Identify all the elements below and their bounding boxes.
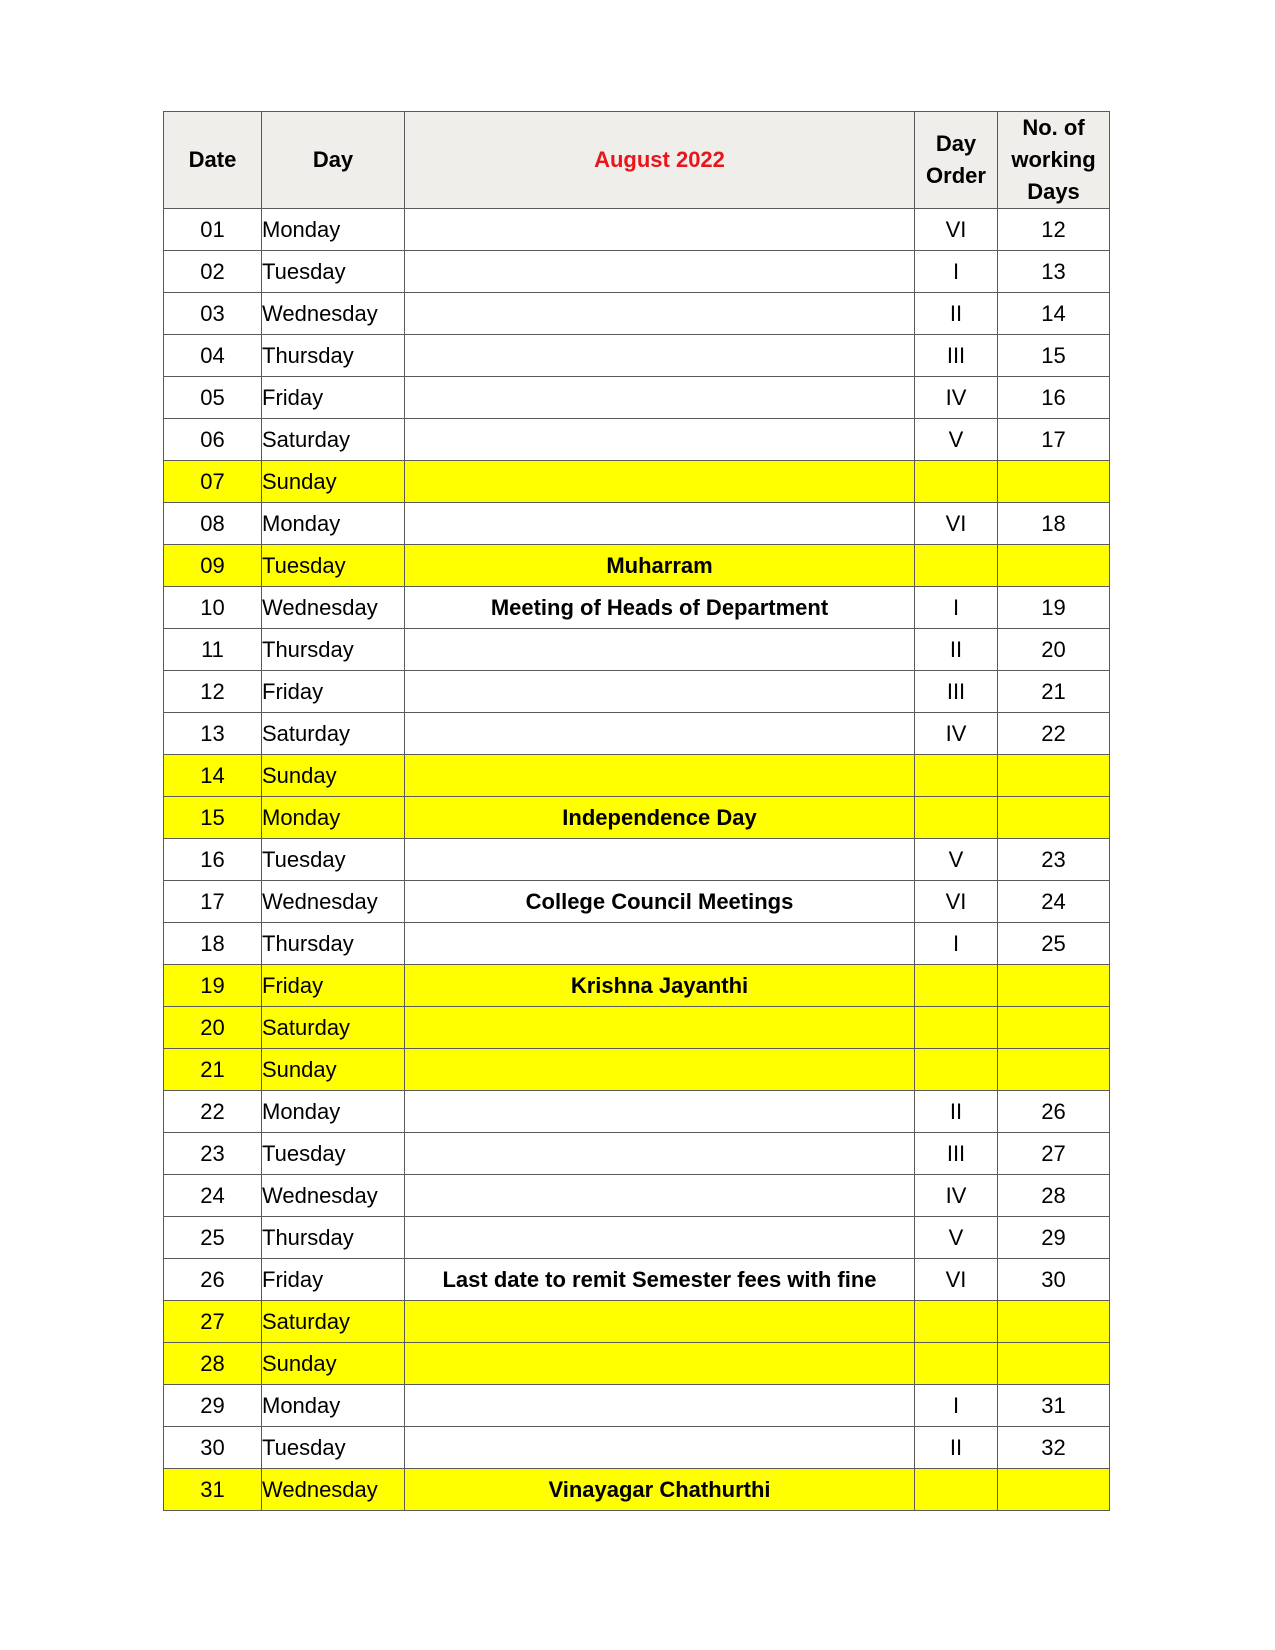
row-date: 09 <box>164 545 262 587</box>
header-month-title: August 2022 <box>405 112 915 209</box>
row-event <box>405 713 915 755</box>
calendar-row <box>164 251 1110 293</box>
row-working-day-count <box>998 1049 1110 1091</box>
calendar-row <box>164 671 1110 713</box>
row-date: 05 <box>164 377 262 419</box>
row-working-day-count: 20 <box>998 629 1110 671</box>
row-day: Monday <box>262 1385 405 1427</box>
row-event <box>405 1007 915 1049</box>
row-event: Independence Day <box>405 797 915 839</box>
row-event <box>405 1091 915 1133</box>
row-event <box>405 209 915 251</box>
calendar-row <box>164 461 1110 503</box>
row-event <box>405 293 915 335</box>
row-working-day-count <box>998 1343 1110 1385</box>
row-date: 17 <box>164 881 262 923</box>
calendar-row <box>164 1049 1110 1091</box>
row-date: 27 <box>164 1301 262 1343</box>
row-working-day-count: 13 <box>998 251 1110 293</box>
row-event <box>405 461 915 503</box>
row-working-day-count: 12 <box>998 209 1110 251</box>
row-day: Monday <box>262 1091 405 1133</box>
row-date: 16 <box>164 839 262 881</box>
row-day-order <box>915 755 998 797</box>
row-date: 11 <box>164 629 262 671</box>
row-event <box>405 419 915 461</box>
row-event: College Council Meetings <box>405 881 915 923</box>
row-day: Tuesday <box>262 1427 405 1469</box>
row-day: Wednesday <box>262 881 405 923</box>
row-working-day-count: 24 <box>998 881 1110 923</box>
row-day: Wednesday <box>262 293 405 335</box>
calendar-row <box>164 1259 1110 1301</box>
row-day-order <box>915 1049 998 1091</box>
row-event <box>405 251 915 293</box>
row-day: Friday <box>262 377 405 419</box>
row-day-order: VI <box>915 209 998 251</box>
row-event <box>405 1049 915 1091</box>
row-day-order <box>915 1343 998 1385</box>
row-day-order <box>915 797 998 839</box>
row-working-day-count: 15 <box>998 335 1110 377</box>
row-event <box>405 755 915 797</box>
row-date: 25 <box>164 1217 262 1259</box>
calendar-row <box>164 1175 1110 1217</box>
row-day-order: I <box>915 1385 998 1427</box>
row-working-day-count <box>998 965 1110 1007</box>
header-date: Date <box>164 112 262 209</box>
row-day: Saturday <box>262 713 405 755</box>
row-day-order: II <box>915 1091 998 1133</box>
row-working-day-count: 25 <box>998 923 1110 965</box>
row-working-day-count: 23 <box>998 839 1110 881</box>
row-day-order: VI <box>915 881 998 923</box>
row-event <box>405 629 915 671</box>
row-event: Last date to remit Semester fees with fine <box>405 1259 915 1301</box>
calendar-row <box>164 1007 1110 1049</box>
calendar-row <box>164 1469 1110 1511</box>
row-event <box>405 1175 915 1217</box>
row-working-day-count: 29 <box>998 1217 1110 1259</box>
row-date: 02 <box>164 251 262 293</box>
row-working-day-count: 16 <box>998 377 1110 419</box>
row-event <box>405 377 915 419</box>
row-day: Thursday <box>262 923 405 965</box>
row-date: 22 <box>164 1091 262 1133</box>
row-event <box>405 1343 915 1385</box>
row-event <box>405 1133 915 1175</box>
row-day-order: V <box>915 839 998 881</box>
calendar-row <box>164 377 1110 419</box>
row-day: Sunday <box>262 755 405 797</box>
row-working-day-count <box>998 461 1110 503</box>
row-date: 03 <box>164 293 262 335</box>
row-date: 15 <box>164 797 262 839</box>
row-event <box>405 335 915 377</box>
calendar-row <box>164 1301 1110 1343</box>
row-date: 12 <box>164 671 262 713</box>
row-day: Tuesday <box>262 839 405 881</box>
calendar-row <box>164 1133 1110 1175</box>
calendar-row <box>164 1427 1110 1469</box>
row-working-day-count <box>998 545 1110 587</box>
row-day-order: IV <box>915 377 998 419</box>
row-day: Thursday <box>262 629 405 671</box>
row-working-day-count: 19 <box>998 587 1110 629</box>
row-day: Wednesday <box>262 1175 405 1217</box>
row-day-order: I <box>915 923 998 965</box>
row-day-order <box>915 1301 998 1343</box>
row-event <box>405 1427 915 1469</box>
row-event: Krishna Jayanthi <box>405 965 915 1007</box>
row-event: Meeting of Heads of Department <box>405 587 915 629</box>
row-day: Sunday <box>262 1049 405 1091</box>
academic-calendar-table <box>163 111 1110 1511</box>
row-day: Sunday <box>262 1343 405 1385</box>
row-day-order <box>915 461 998 503</box>
row-day-order: VI <box>915 503 998 545</box>
calendar-row <box>164 209 1110 251</box>
row-day: Tuesday <box>262 251 405 293</box>
calendar-row <box>164 713 1110 755</box>
row-event: Muharram <box>405 545 915 587</box>
row-date: 31 <box>164 1469 262 1511</box>
row-event: Vinayagar Chathurthi <box>405 1469 915 1511</box>
row-event <box>405 923 915 965</box>
header-day-order-label: Day Order <box>926 131 986 188</box>
row-date: 10 <box>164 587 262 629</box>
calendar-row <box>164 1217 1110 1259</box>
row-day-order: II <box>915 629 998 671</box>
row-day-order <box>915 545 998 587</box>
row-day-order: V <box>915 1217 998 1259</box>
row-date: 20 <box>164 1007 262 1049</box>
calendar-row <box>164 1343 1110 1385</box>
row-day-order: II <box>915 293 998 335</box>
row-day: Monday <box>262 503 405 545</box>
row-event <box>405 671 915 713</box>
row-day: Friday <box>262 965 405 1007</box>
row-event <box>405 1385 915 1427</box>
row-date: 29 <box>164 1385 262 1427</box>
calendar-row <box>164 755 1110 797</box>
row-date: 04 <box>164 335 262 377</box>
row-day: Wednesday <box>262 1469 405 1511</box>
row-day-order <box>915 1469 998 1511</box>
row-day-order: III <box>915 671 998 713</box>
row-date: 13 <box>164 713 262 755</box>
calendar-row <box>164 839 1110 881</box>
row-date: 08 <box>164 503 262 545</box>
row-date: 07 <box>164 461 262 503</box>
row-day-order <box>915 965 998 1007</box>
row-working-day-count: 30 <box>998 1259 1110 1301</box>
row-day-order: IV <box>915 713 998 755</box>
row-working-day-count: 26 <box>998 1091 1110 1133</box>
header-working-days-label: No. of working Days <box>1011 115 1096 204</box>
row-working-day-count: 22 <box>998 713 1110 755</box>
row-day-order: II <box>915 1427 998 1469</box>
row-working-day-count: 31 <box>998 1385 1110 1427</box>
calendar-row <box>164 419 1110 461</box>
row-event <box>405 839 915 881</box>
row-day-order: V <box>915 419 998 461</box>
row-working-day-count: 27 <box>998 1133 1110 1175</box>
row-working-day-count <box>998 755 1110 797</box>
row-day: Sunday <box>262 461 405 503</box>
row-day: Monday <box>262 797 405 839</box>
calendar-row <box>164 1091 1110 1133</box>
row-day: Saturday <box>262 419 405 461</box>
row-working-day-count: 28 <box>998 1175 1110 1217</box>
calendar-row <box>164 335 1110 377</box>
calendar-row <box>164 923 1110 965</box>
row-working-day-count <box>998 1301 1110 1343</box>
calendar-row <box>164 1385 1110 1427</box>
row-day-order: I <box>915 587 998 629</box>
row-date: 26 <box>164 1259 262 1301</box>
row-day-order: III <box>915 1133 998 1175</box>
row-day-order: III <box>915 335 998 377</box>
row-date: 28 <box>164 1343 262 1385</box>
calendar-row <box>164 965 1110 1007</box>
header-working-days <box>998 112 1110 209</box>
row-date: 23 <box>164 1133 262 1175</box>
calendar-row <box>164 797 1110 839</box>
row-day: Friday <box>262 671 405 713</box>
row-event <box>405 1217 915 1259</box>
calendar-row <box>164 503 1110 545</box>
row-date: 30 <box>164 1427 262 1469</box>
calendar-body <box>164 209 1110 1511</box>
header-row <box>164 112 1110 209</box>
row-day: Monday <box>262 209 405 251</box>
row-day: Friday <box>262 1259 405 1301</box>
header-day: Day <box>262 112 405 209</box>
row-date: 24 <box>164 1175 262 1217</box>
row-date: 06 <box>164 419 262 461</box>
row-day: Tuesday <box>262 545 405 587</box>
row-date: 18 <box>164 923 262 965</box>
row-date: 01 <box>164 209 262 251</box>
row-day: Thursday <box>262 1217 405 1259</box>
row-working-day-count: 18 <box>998 503 1110 545</box>
row-day: Saturday <box>262 1007 405 1049</box>
row-working-day-count: 32 <box>998 1427 1110 1469</box>
calendar-row <box>164 293 1110 335</box>
calendar-row <box>164 881 1110 923</box>
row-day-order <box>915 1007 998 1049</box>
row-date: 21 <box>164 1049 262 1091</box>
calendar-row <box>164 545 1110 587</box>
row-day: Thursday <box>262 335 405 377</box>
row-day: Saturday <box>262 1301 405 1343</box>
row-working-day-count: 14 <box>998 293 1110 335</box>
row-working-day-count <box>998 1007 1110 1049</box>
header-day-order <box>915 112 998 209</box>
row-working-day-count <box>998 1469 1110 1511</box>
row-day: Tuesday <box>262 1133 405 1175</box>
row-working-day-count: 21 <box>998 671 1110 713</box>
row-day-order: IV <box>915 1175 998 1217</box>
row-date: 19 <box>164 965 262 1007</box>
calendar-row <box>164 629 1110 671</box>
row-date: 14 <box>164 755 262 797</box>
row-working-day-count <box>998 797 1110 839</box>
row-day-order: VI <box>915 1259 998 1301</box>
row-event <box>405 1301 915 1343</box>
row-event <box>405 503 915 545</box>
row-working-day-count: 17 <box>998 419 1110 461</box>
calendar-row <box>164 587 1110 629</box>
row-day-order: I <box>915 251 998 293</box>
row-day: Wednesday <box>262 587 405 629</box>
